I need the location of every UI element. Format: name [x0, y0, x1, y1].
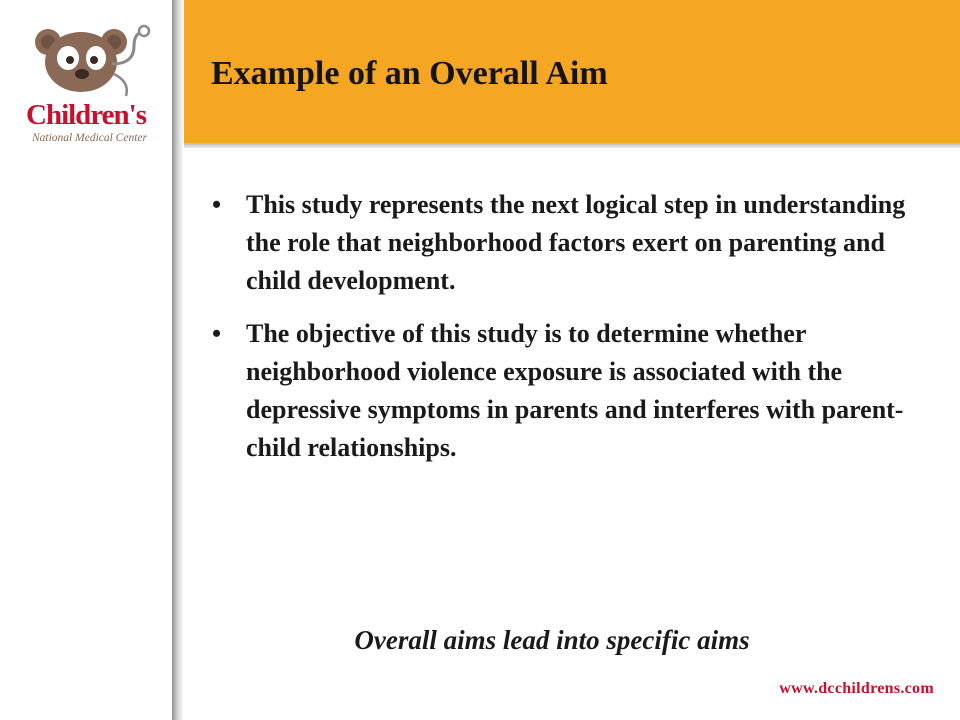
bullet-dot-icon: • [212, 319, 222, 348]
footer-url: www.dcchildrens.com [779, 680, 934, 697]
slide-title: Example of an Overall Aim [211, 55, 608, 92]
bullet-item [211, 186, 931, 300]
sidebar-shadow [172, 0, 184, 720]
title-banner-rule [184, 143, 960, 148]
bullet-list [211, 186, 931, 482]
bullet-text: The objective of this study is to determine whether neighborhood violence exposure is associated with the depressive symptoms in parents and interferes with parent-child relationships. [246, 319, 904, 462]
bullet-dot-icon: • [212, 190, 222, 219]
teddy-bear-stethoscope-icon [22, 20, 162, 150]
childrens-logo [22, 20, 162, 150]
logo-wordmark: Children's [26, 99, 147, 131]
bullet-text: This study represents the next logical step in understanding the role that neighborhood factors exert on parenting and child development. [246, 190, 906, 295]
bullet-item [211, 315, 931, 467]
slide-tagline: Overall aims lead into specific aims [354, 625, 750, 655]
logo-subtitle: National Medical Center [32, 132, 147, 144]
